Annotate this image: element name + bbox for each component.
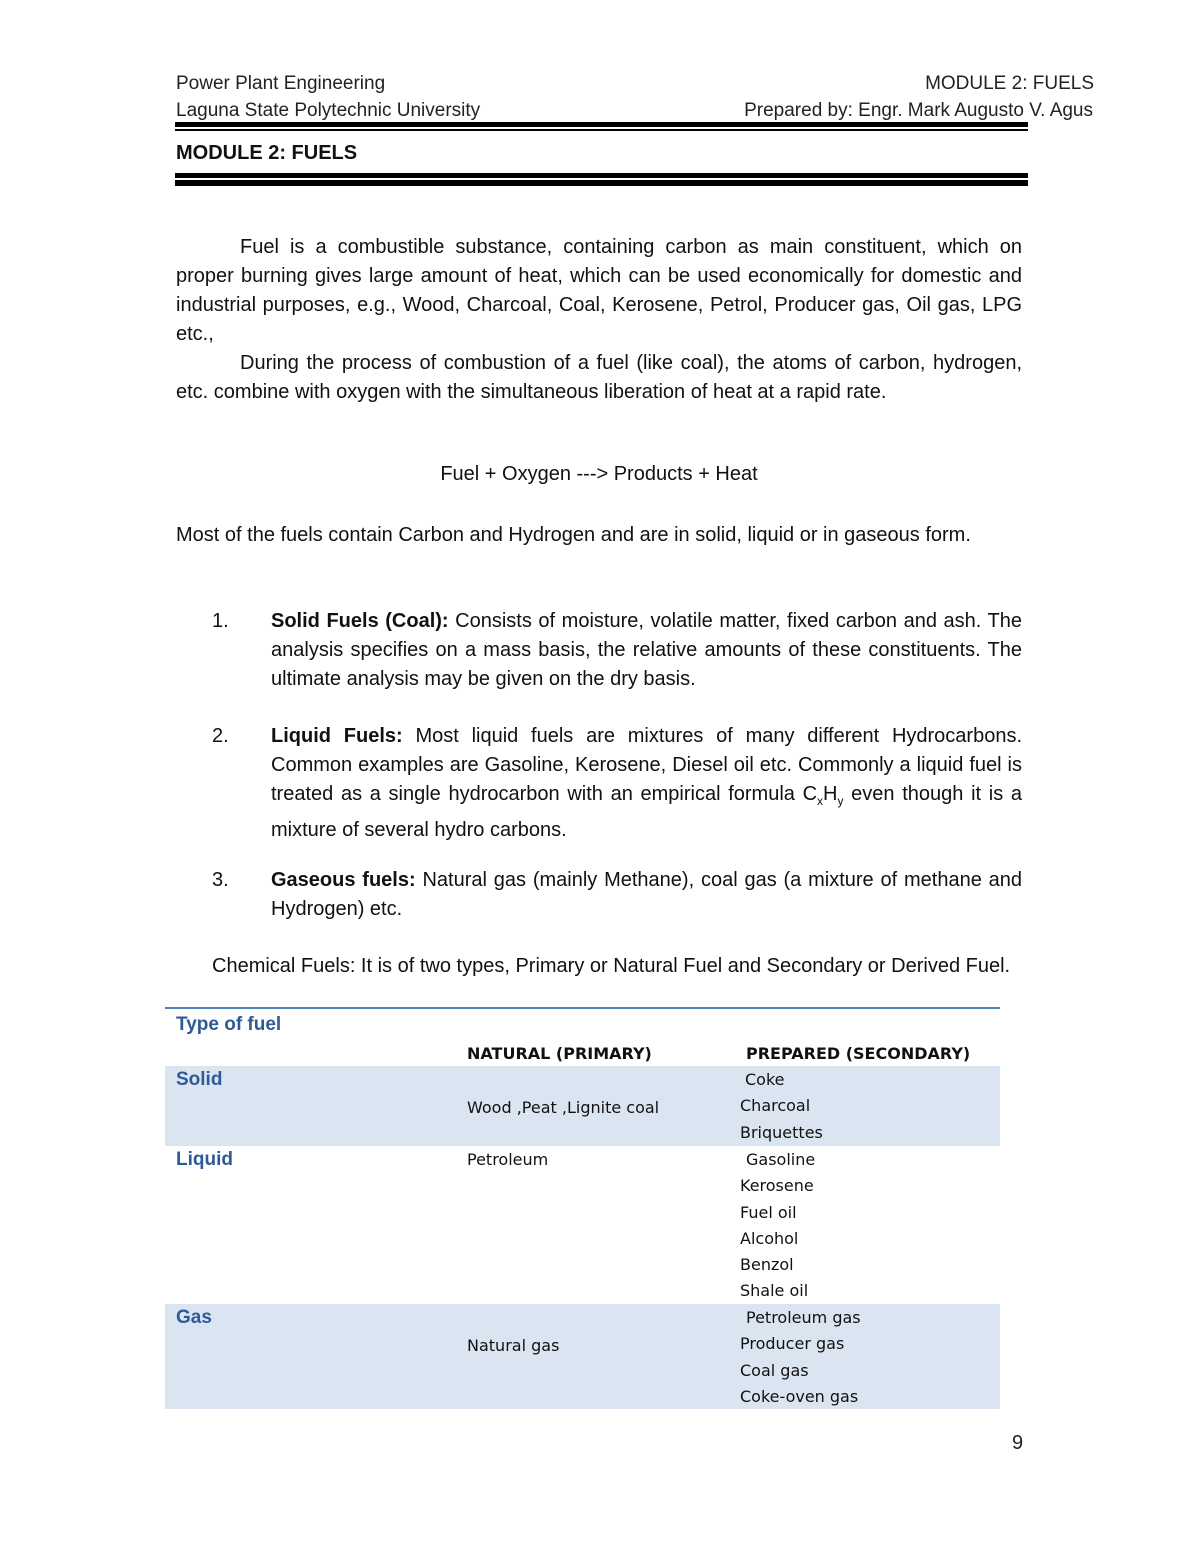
prepared-item: Petroleum gas [746,1308,861,1327]
header-prepared-by: Prepared by: Engr. Mark Augusto V. Agus [744,100,1093,121]
formula-subscript-y: y [837,794,844,808]
prepared-item: Producer gas [740,1334,845,1354]
table-row [165,1304,1000,1409]
prepared-item: Kerosene [740,1176,814,1196]
list-text-tail: even though it is a mixture of several hydro carbons. [271,783,1022,841]
list-number: 2. [212,725,229,747]
prepared-cell [740,1305,861,1410]
list-item-solid-fuels [212,607,1022,694]
prepared-item: Alcohol [740,1228,799,1248]
header-university: Laguna State Polytechnic University [176,100,481,121]
type-cell: Solid [176,1069,223,1090]
list-text: Most liquid fuels are mixtures of many different Hydrocarbons. Common examples are Gasoline, Kerosene, Diesel oil etc. Commonly a liquid fuel is treated as a single hydrocarbon with an empirical formula C [271,725,1023,805]
type-cell: Gas [176,1307,212,1328]
list-text: Consists of moisture, volatile matter, fixed carbon and ash. The analysis specifies on a mass basis, the relative amounts of these constituents. The ultimate analysis may be given on the dry basis. [271,610,1022,690]
paragraph-fuel-definition: Fuel is a combustible substance, containing carbon as main constituent, which on proper burning gives large amount of heat, which can be used economically for domestic and industrial purposes, e.g., Wood, Charcoal, Coal, Kerosene, Petrol, Producer gas, Oil gas, LPG etc., [176,236,1022,345]
header-module: MODULE 2: FUELS [925,73,1094,94]
formula-h: H [823,783,838,805]
header-rule-thick [175,122,1028,127]
natural-column-header: NATURAL (PRIMARY) [467,1044,652,1063]
formula-subscript-x: x [817,794,824,808]
list-text: Natural gas (mainly Methane), coal gas (a mixture of methane and Hydrogen) etc. [271,869,1022,920]
prepared-item: Fuel oil [740,1202,797,1222]
prepared-cell [740,1147,815,1305]
list-term: Gaseous fuels: [271,869,416,891]
prepared-cell [740,1067,823,1146]
chemical-fuels-note: Chemical Fuels: It is of two types, Primary or Natural Fuel and Secondary or Derived Fuel. [212,955,1011,977]
paragraph-combustion: During the process of combustion of a fuel (like coal), the atoms of carbon, hydrogen, etc. combine with oxygen with the simultaneous liberation of heat at a rapid rate. [176,352,1022,403]
prepared-item: Shale oil [740,1281,809,1301]
type-of-fuel-header: Type of fuel [176,1014,282,1035]
title-rule-thin [175,180,1028,186]
combustion-equation: Fuel + Oxygen ---> Products + Heat [440,463,758,485]
paragraph-fuel-forms: Most of the fuels contain Carbon and Hydrogen and are in solid, liquid or in gaseous form. [176,524,971,546]
list-item-gaseous-fuels [212,866,1022,924]
list-term: Solid Fuels (Coal): [271,610,449,632]
prepared-item: Benzol [740,1255,794,1275]
table-header-row [165,1009,1000,1066]
list-term: Liquid Fuels: [271,725,403,747]
prepared-item: Charcoal [740,1096,811,1116]
type-cell: Liquid [176,1149,233,1170]
table-row [165,1066,1000,1146]
natural-cell: Petroleum [467,1150,549,1169]
natural-cell: Wood ,Peat ,Lignite coal [467,1098,660,1117]
header-rule-thin [175,129,1028,131]
header-course: Power Plant Engineering [176,73,386,94]
prepared-item: Briquettes [740,1122,823,1142]
list-item-liquid-fuels [212,722,1022,845]
natural-cell: Natural gas [467,1336,560,1355]
prepared-item: Coke [745,1070,785,1089]
prepared-item: Coal gas [740,1360,809,1380]
prepared-column-header: PREPARED (SECONDARY) [746,1044,971,1063]
page-number: 9 [1012,1432,1024,1454]
doc-title: MODULE 2: FUELS [176,142,358,164]
title-rule-thick [175,173,1028,178]
list-number: 1. [212,610,229,632]
prepared-item: Coke-oven gas [740,1386,859,1406]
prepared-item: Gasoline [746,1150,816,1169]
table-row [165,1146,1000,1304]
list-number: 3. [212,869,229,891]
